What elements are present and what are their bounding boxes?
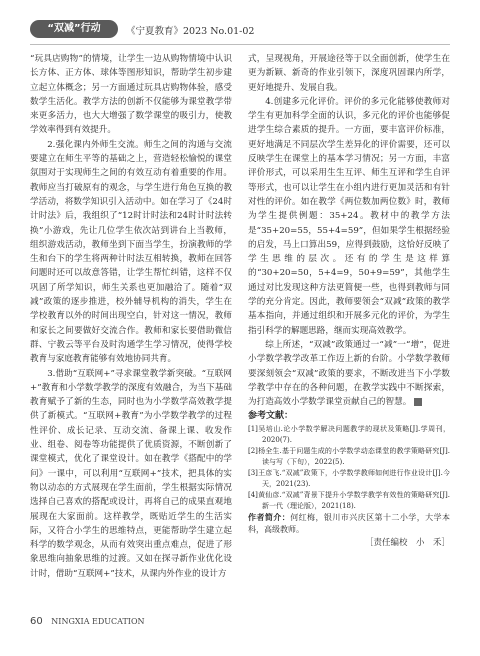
end-mark-icon bbox=[414, 398, 422, 406]
page-number: 60 bbox=[30, 616, 43, 627]
page-footer bbox=[30, 616, 450, 627]
reference-item: [3]王彦飞.“双减”政策下，小学数学教师如何进行作业设计[J].今天，2021(23). bbox=[248, 468, 450, 488]
column-tag-logo: “双减”行动 bbox=[30, 20, 118, 38]
paragraph: 4.创建多元化评价。评价的多元化能够使教师对学生有更加科学全面的认识，多元化的评价也能够促进学生综合素质的提升。一方面，要丰富评价标准，更好地满足不同层次学生差异化的评价需要，还可以反映学生在课堂上的基本学习情况；另一方面，丰富评价形式，可以采用生生互评、师生互评和学生自评等形式，也可以让学生在小组内进行更加灵活和有针对性的评价。如在教学《两位数加两位数》时，教师为学生提供例题：35+24。教材中的教学方法是“35+20=55，55+4=59”，但如果学生根据经验的启发，马上口算出59，应得到鼓励，这恰好反映了学生思维的层次。还有的学生是这样算的“30+20=50，5+4=9，50+9=59”，其他学生通过对比发现这种方法更简便一些，也得到教师与同学的充分肯定。因此，教师要领会“双减”政策的教学基本指向，并通过组织和开展多元化的评价，为学生指引科学的解题思路，继而实现高效教学。 bbox=[248, 96, 450, 336]
right-column bbox=[248, 52, 450, 550]
paragraph-conclusion bbox=[248, 338, 450, 409]
conclusion-text: 综上所述，“双减”政策通过一“减”一“增”，促进小学数学教学改革工作迈上新的台阶。小学数学教师要深刻领会“双减”政策的要求，不断改进当下小学数学教学中存在的各种问题，在教学实践中不断探索，为打造高效小学数学课堂贡献自己的智慧。 bbox=[248, 339, 450, 408]
paragraph: 2.强化课内外师生交流。师生之间的沟通与交流要建立在师生平等的基础之上，营造轻松愉悦的课堂氛围对于实现师生之间的有效互动有着重要的作用。教师应当打破原有的观念，与学生进行角色互换的教学活动，将数学知识引入活动中。如在学习了《24时计时法》后，我组织了“12时计时法和24时计时法转换”小游戏，先让几位学生依次站到讲台上当教师，组织游戏活动，教师坐到下面当学生，扮演教师的学生和台下的学生将两种计时法互相转换，教师在回答问题时还可以故意答错，让学生帮忙纠错，这样不仅巩固了所学知识，师生关系也更加融洽了。随着“双减”政策的逐步推进，校外辅导机构的消失，学生在学校教育以外的时间出现空白，针对这一情况，教师和家长之间要做好交流合作。教师和家长要借助微信群、宁教云等平台及时沟通学生学习情况，使得学校教育与家庭教育能够有效地协同共育。 bbox=[30, 139, 232, 365]
publication-name: NINGXIA EDUCATION bbox=[51, 617, 145, 626]
author-text: 何红梅，银川市兴庆区第十二小学，大学本科，高级教师。 bbox=[248, 512, 451, 534]
reference-item: [2]杨全生.基于问题生成的小学数学动态课堂的教学策略研究[J].读与写（下旬），2022(5). bbox=[248, 446, 450, 466]
references-title: 参考文献： bbox=[248, 411, 294, 422]
reference-item: [4]黄仙彦.“双减”背景下提升小学数学教学有效性的策略研究[J].新一代（理论版），2021(18). bbox=[248, 490, 450, 510]
header-rule bbox=[30, 44, 450, 45]
author-bio bbox=[248, 512, 450, 536]
paragraph: 式，呈现视角，开展途径等于以全面创新，使学生在更为新颖、新奇的作业引领下，深度巩固课内所学，更好地提升、发展自我。 bbox=[248, 54, 450, 93]
paragraph: 3.借助“互联网+”寻求课堂教学新突破。“互联网+”教育和小学数学教学的深度有效融合，为当下基础教育赋予了新的生态，同时也为小学数学高效教学提供了新模式。“互联网+教育”为小学数学教学的过程性评价、成长记录、互动交流、备课上课、收发作业、组卷、阅卷等功能提供了优质资源，不断创新了课堂模式，优化了课堂设计。如在教学《搭配中的学问》一课中，可以利用“互联网+”技术，把具体的实物以动态的方式展现在学生面前，学生根据实际情况选择自己喜欢的搭配或设计，再将自己的成果直观地展现在大家面前。这样教学，既贴近学生的生活实际，又符合小学生的思维特点，更能帮助学生建立起科学的数学观念，从而有效突出重点难点，促进了形象思维向抽象思维的过渡。又如在探寻新作业优化设计时，借助“互联网+”技术，从课内外作业的设计方 bbox=[30, 368, 232, 579]
editor-note: ［责任编校 小 禾］ bbox=[364, 537, 450, 548]
left-column bbox=[30, 52, 232, 581]
journal-issue: 《宁夏教育》2023 No.01-02 bbox=[126, 26, 255, 37]
page-header bbox=[30, 20, 450, 40]
paragraph: “玩具店购物”的情境，让学生一边从购物情境中认识长方体、正方体、球体等图形知识，帮助学生初步建立起立体概念；另一方面通过玩具店购物体验，感受数学生活化。教学方法的创新不仅能够为课堂教学带来更多活力，也大大增强了数学课堂的吸引力，使教学效率得到有效提升。 bbox=[30, 54, 232, 136]
author-label: 作者简介： bbox=[248, 512, 291, 522]
reference-item: [1]吴培山.论小学数学解决问题教学的现状及策略[J].学周刊，2020(7). bbox=[248, 424, 450, 444]
